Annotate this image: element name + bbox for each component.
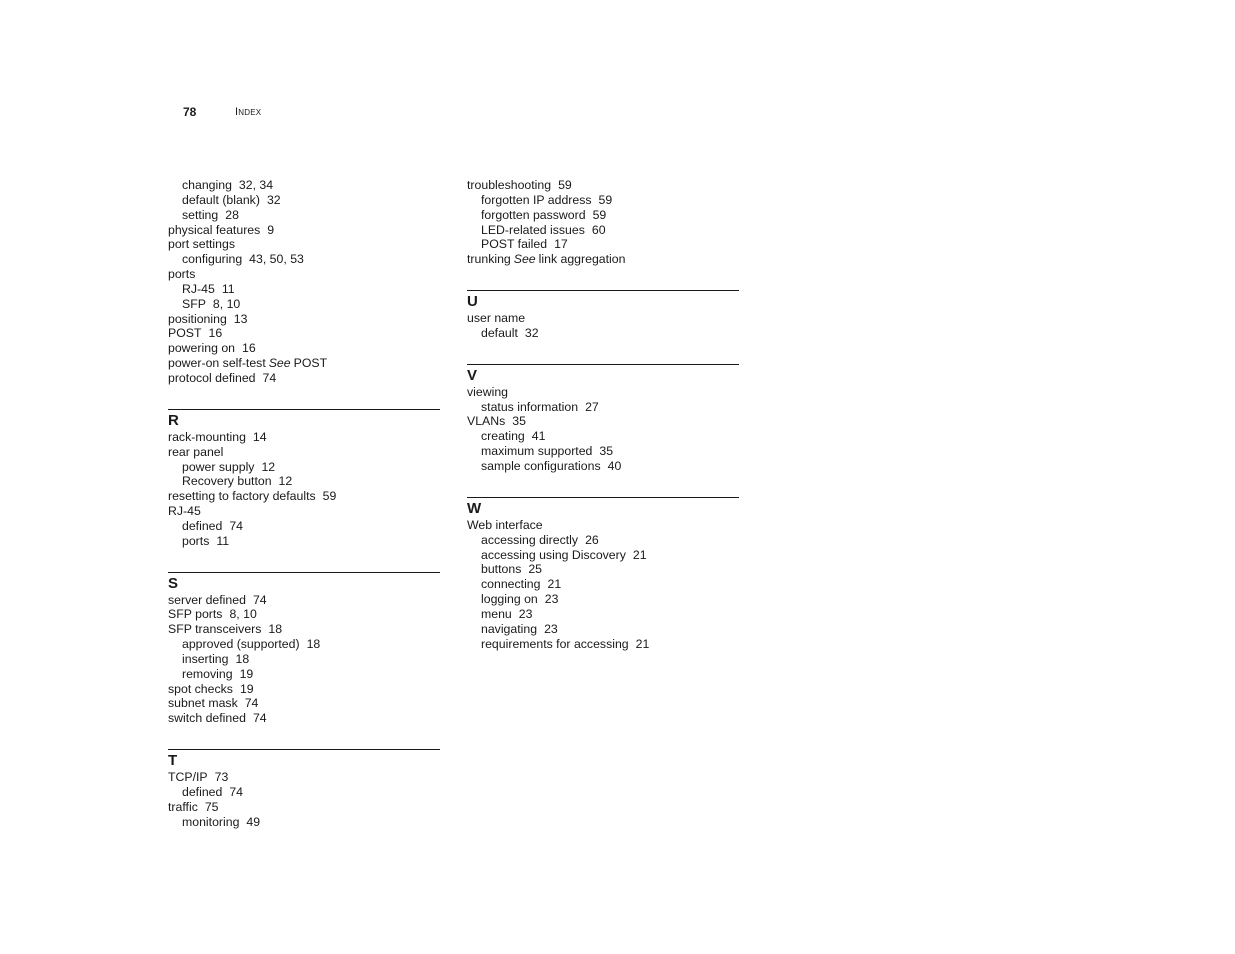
index-subentry <box>467 429 739 444</box>
index-entry <box>467 518 739 533</box>
index-term: switch defined <box>168 711 246 726</box>
section-letter: T <box>168 752 178 770</box>
index-subentry <box>168 208 440 223</box>
index-term: VLANs <box>467 414 506 429</box>
index-subentry <box>467 326 739 341</box>
index-term: changing <box>182 178 232 192</box>
index-page-numbers: 21 <box>547 577 562 592</box>
index-column-left <box>168 178 440 853</box>
section-letter: W <box>467 499 482 517</box>
index-entry <box>168 371 440 386</box>
index-subentry <box>168 460 440 475</box>
index-term: requirements for accessing <box>481 636 629 651</box>
index-term: SFP <box>182 296 206 311</box>
index-subentry <box>467 400 739 415</box>
index-page-numbers: 74 <box>229 518 244 533</box>
index-page-numbers: 59 <box>598 192 613 207</box>
index-term: ports <box>168 267 196 282</box>
index-page-numbers: 43, 50, 53 <box>249 252 304 267</box>
index-entry <box>168 770 440 785</box>
index-subentry <box>168 297 440 312</box>
index-subentry <box>467 459 739 474</box>
index-section-r <box>168 409 440 549</box>
index-subentry <box>467 607 739 622</box>
section-letter: S <box>168 574 179 592</box>
index-page-numbers: 75 <box>204 799 219 814</box>
index-page-numbers: 59 <box>322 489 337 504</box>
index-subentry <box>467 562 739 577</box>
index-page-numbers: 8, 10 <box>229 607 257 622</box>
index-term: monitoring <box>182 814 240 829</box>
index-page-numbers: 23 <box>518 606 533 621</box>
index-term: navigating <box>481 621 538 636</box>
index-term: approved (supported) <box>182 637 300 652</box>
index-entry <box>168 312 440 327</box>
index-page-numbers: 12 <box>278 474 293 489</box>
see-reference: See <box>268 356 291 371</box>
index-page-numbers: 32 <box>266 192 281 207</box>
index-page-numbers: 73 <box>214 770 229 785</box>
index-entry <box>168 430 440 445</box>
index-entry <box>467 252 739 267</box>
index-term: SFP transceivers <box>168 622 262 637</box>
index-term: power-on self-test <box>168 356 266 371</box>
index-term: RJ-45 <box>168 504 201 519</box>
index-term: defined <box>182 518 223 533</box>
index-page-numbers: 19 <box>239 666 254 681</box>
index-term: SFP ports <box>168 607 223 622</box>
see-reference: See <box>513 252 536 267</box>
index-section-t <box>168 749 440 829</box>
index-page-numbers: 27 <box>585 399 599 414</box>
index-term: LED-related issues <box>481 222 585 237</box>
index-term: traffic <box>168 799 198 814</box>
index-page-numbers: 16 <box>208 326 223 341</box>
running-head: Index <box>235 106 262 118</box>
index-term: protocol defined <box>168 370 256 385</box>
section-divider <box>168 572 440 573</box>
index-page-numbers: 23 <box>544 621 558 636</box>
index-page-numbers: 49 <box>246 814 261 829</box>
index-term: subnet mask <box>168 696 238 711</box>
index-page-numbers: 11 <box>221 281 235 296</box>
index-entry <box>467 385 739 400</box>
index-term: Recovery button <box>182 474 272 489</box>
index-entry <box>168 489 440 504</box>
see-target: link aggregation <box>538 252 626 267</box>
index-subentry <box>168 178 440 193</box>
index-page-numbers: 11 <box>216 533 230 548</box>
index-page-numbers: 16 <box>242 341 256 356</box>
index-page-numbers: 59 <box>592 207 607 222</box>
index-page-numbers: 17 <box>554 237 568 252</box>
index-section-v <box>467 364 739 474</box>
index-page-numbers: 40 <box>607 458 622 473</box>
index-term: configuring <box>182 252 243 267</box>
index-term: buttons <box>481 562 522 577</box>
index-term: spot checks <box>168 681 233 696</box>
index-term: removing <box>182 666 233 681</box>
section-divider <box>467 497 739 498</box>
index-subentry <box>168 534 440 549</box>
index-page-numbers: 35 <box>512 414 526 429</box>
index-term: creating <box>481 429 525 444</box>
index-term: rack-mounting <box>168 429 246 444</box>
index-term: server defined <box>168 592 246 607</box>
index-page-numbers: 14 <box>252 429 267 444</box>
index-entry <box>168 445 440 460</box>
index-term: resetting to factory defaults <box>168 489 316 504</box>
index-subentry <box>467 577 739 592</box>
index-term: logging on <box>481 592 538 607</box>
index-page-numbers: 25 <box>528 562 543 577</box>
index-page-numbers: 9 <box>267 222 275 237</box>
index-term: defined <box>182 785 223 799</box>
index-term: sample configurations <box>481 458 601 473</box>
section-divider <box>168 749 440 750</box>
index-term: accessing directly <box>481 532 579 547</box>
section-divider <box>168 409 440 410</box>
index-term: status information <box>481 399 579 414</box>
section-divider <box>467 364 739 365</box>
index-page-numbers: 21 <box>635 636 650 651</box>
index-subentry <box>168 252 440 267</box>
index-term: default (blank) <box>182 192 260 207</box>
index-page-numbers: 59 <box>558 178 572 192</box>
index-term: connecting <box>481 577 541 592</box>
index-page-numbers: 74 <box>262 370 277 385</box>
index-term: forgotten IP address <box>481 192 592 207</box>
index-entry <box>168 356 440 371</box>
index-subentry <box>168 667 440 682</box>
page-number: 78 <box>183 105 197 119</box>
index-term: forgotten password <box>481 207 586 222</box>
index-page-numbers: 12 <box>261 459 276 474</box>
index-term: port settings <box>168 237 235 252</box>
index-page-numbers: 32 <box>524 325 539 340</box>
index-entry <box>168 682 440 697</box>
index-subentry <box>168 282 440 297</box>
index-term: Web interface <box>467 517 543 532</box>
index-page-numbers: 18 <box>268 622 283 637</box>
see-target: POST <box>293 356 328 371</box>
index-term: powering on <box>168 341 235 356</box>
index-entry <box>168 267 440 282</box>
index-term: inserting <box>182 651 229 666</box>
section-letter: V <box>467 366 478 384</box>
index-entry <box>168 593 440 608</box>
index-subentry <box>168 193 440 208</box>
index-entry <box>168 607 440 622</box>
index-term: POST failed <box>481 237 548 252</box>
index-subentry <box>467 237 739 252</box>
section-letter: R <box>168 411 179 429</box>
index-subentry <box>467 592 739 607</box>
index-subentry <box>467 622 739 637</box>
index-term: physical features <box>168 222 261 237</box>
index-column-right <box>467 178 739 674</box>
index-page-numbers: 13 <box>233 311 248 326</box>
index-section-w <box>467 497 739 652</box>
index-subentry <box>168 815 440 830</box>
index-term: troubleshooting <box>467 178 552 192</box>
index-page-numbers: 74 <box>244 696 259 711</box>
index-subentry <box>168 785 440 800</box>
index-section-s <box>168 572 440 727</box>
index-page-numbers: 35 <box>599 444 614 459</box>
index-term: maximum supported <box>481 444 593 459</box>
index-subentry <box>168 637 440 652</box>
section-letter: U <box>467 293 478 311</box>
index-page-numbers: 26 <box>585 532 599 547</box>
index-term: trunking <box>467 252 511 267</box>
index-page-numbers: 23 <box>544 592 559 607</box>
index-term: RJ-45 <box>182 281 215 296</box>
index-page-numbers: 18 <box>235 651 250 666</box>
index-page-numbers: 32, 34 <box>238 178 274 192</box>
index-subentry <box>467 548 739 563</box>
index-entry <box>168 237 440 252</box>
index-section-continued <box>467 178 739 267</box>
index-term: viewing <box>467 384 509 399</box>
index-subentry <box>467 223 739 238</box>
index-section-u <box>467 290 739 341</box>
section-divider <box>467 290 739 291</box>
index-page-numbers: 19 <box>239 681 254 696</box>
index-entry <box>168 341 440 356</box>
index-entry <box>168 800 440 815</box>
index-entry <box>168 622 440 637</box>
index-term: power supply <box>182 459 255 474</box>
index-page-numbers: 74 <box>252 711 267 726</box>
index-term: ports <box>182 533 210 548</box>
index-term: default <box>481 325 518 340</box>
index-page-numbers: 74 <box>252 592 267 607</box>
index-entry <box>467 178 739 193</box>
index-page-numbers: 60 <box>591 222 606 237</box>
index-entry <box>168 326 440 341</box>
index-page-numbers: 41 <box>531 429 546 444</box>
index-term: positioning <box>168 311 227 326</box>
index-subentry <box>168 519 440 534</box>
index-subentry <box>467 637 739 652</box>
index-page-numbers: 21 <box>632 547 647 562</box>
index-subentry <box>467 193 739 208</box>
index-entry <box>168 696 440 711</box>
index-subentry <box>467 533 739 548</box>
index-page-numbers: 18 <box>306 637 321 652</box>
index-term: user name <box>467 311 526 326</box>
index-subentry <box>168 474 440 489</box>
index-entry <box>168 504 440 519</box>
index-term: menu <box>481 606 512 621</box>
index-subentry <box>168 652 440 667</box>
index-page-numbers: 74 <box>229 785 244 799</box>
index-term: rear panel <box>168 444 224 459</box>
index-term: POST <box>168 326 202 341</box>
index-term: accessing using Discovery <box>481 547 626 562</box>
index-entry <box>467 414 739 429</box>
index-entry <box>168 711 440 726</box>
index-subentry <box>467 444 739 459</box>
index-term: TCP/IP <box>168 770 208 785</box>
index-page-numbers: 8, 10 <box>212 296 241 311</box>
index-entry <box>467 311 739 326</box>
index-page-numbers: 28 <box>225 207 239 222</box>
index-term: setting <box>182 207 219 222</box>
index-entry <box>168 223 440 238</box>
index-subentry <box>467 208 739 223</box>
index-section-continued <box>168 178 440 386</box>
